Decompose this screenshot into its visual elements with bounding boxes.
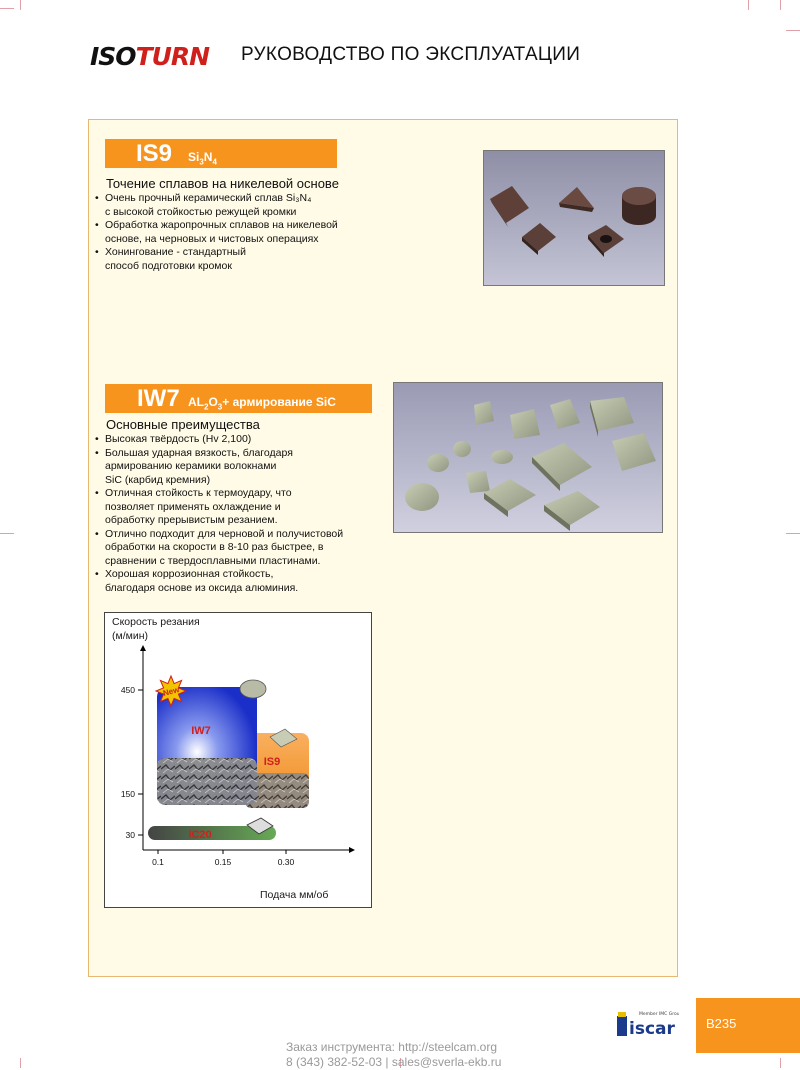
- chart-ylabel-line2: (м/мин): [112, 630, 149, 642]
- region-label-is9: IS9: [263, 756, 281, 768]
- crop-mark: [786, 533, 800, 534]
- x-axis-arrow: [349, 847, 355, 853]
- isoturn-logo: [90, 42, 209, 72]
- contact-info: [286, 1040, 501, 1070]
- iw7-bullet-list: [95, 433, 343, 595]
- chart-canvas: [105, 613, 373, 909]
- iscar-member-text: Member IMC Group: [639, 1012, 679, 1017]
- is9-title-bar: [105, 139, 337, 168]
- iscar-logo-text: iscar: [629, 1019, 675, 1038]
- page-number-tab: [696, 998, 800, 1053]
- chart-ylabel-line1: Скорость резания: [112, 616, 200, 628]
- list-item: • Высокая твёрдость (Hv 2,100): [95, 433, 343, 447]
- y-tick-label: 450: [120, 685, 135, 695]
- is9-heading: Точение сплавов на никелевой основе: [106, 176, 339, 191]
- crop-mark: [0, 533, 14, 534]
- logo-text-turn: TURN: [135, 42, 210, 71]
- y-tick-label: 30: [125, 830, 135, 840]
- x-tick-label: 0.15: [214, 857, 232, 867]
- crop-mark: [786, 30, 800, 31]
- is9-bullet-list: [95, 192, 338, 273]
- region-label-ic20: IC20: [188, 829, 212, 841]
- page-title: РУКОВОДСТВО ПО ЭКСПЛУАТАЦИИ: [241, 44, 581, 65]
- iw7-title-bar: [105, 384, 372, 413]
- new-badge-text: New: [162, 685, 181, 698]
- iw7-inserts-photo: [393, 382, 663, 533]
- order-link-text[interactable]: Заказ инструмента: http://steelcam.org: [286, 1040, 498, 1054]
- is9-inserts-photo: [483, 150, 665, 286]
- list-item: • Очень прочный керамический сплав Si₃N₄ с высокой стойкостью режущей кромки: [95, 192, 338, 219]
- crop-mark: [780, 1058, 781, 1068]
- logo-text-iso: ISO: [90, 42, 136, 71]
- crop-mark: [780, 0, 781, 10]
- chart-xlabel: Подача мм/об: [260, 889, 329, 901]
- list-item: • Отличная стойкость к термоудару, что позволяет применять охлаждение и обработку прерывистым резанием.: [95, 487, 343, 528]
- page-number: B235: [706, 1016, 737, 1031]
- crop-mark: [20, 1058, 21, 1068]
- region-iw7-chips: [157, 758, 257, 805]
- x-tick-label: 0.1: [152, 857, 164, 867]
- speed-feed-chart: [104, 612, 372, 908]
- list-item: • Обработка жаропрочных сплавов на никелевой основе, на черновых и чистовых операциях: [95, 219, 338, 246]
- region-label-iw7: IW7: [191, 725, 211, 737]
- iw7-formula: $AL_2O_3+$ армирование SiC: [188, 395, 336, 412]
- list-item: • Отлично подходит для черновой и получистовой обработки на скорости в 8-10 раз быстрее, в сравнении с твердосплавными пластинами.: [95, 528, 343, 569]
- iw7-heading: Основные преимущества: [106, 417, 260, 432]
- iscar-logo: [617, 1008, 679, 1038]
- list-item: • Хорошая коррозионная стойкость, благодаря основе из оксида алюминия.: [95, 568, 343, 595]
- iw7-code: IW7: [137, 385, 180, 412]
- is9-formula: $Si_3N_4$: [188, 150, 217, 167]
- y-axis-arrow: [140, 645, 146, 651]
- list-item: • Большая ударная вязкость, благодаря армированию керамики волокнами SiC (карбид кремния): [95, 447, 343, 488]
- is9-code: IS9: [136, 140, 173, 167]
- y-tick-label: 150: [120, 789, 135, 799]
- crop-mark: [20, 0, 21, 10]
- iw7-insert-icon: [240, 680, 266, 698]
- crop-mark: [748, 0, 749, 10]
- x-tick-label: 0.30: [277, 857, 295, 867]
- crop-mark: [0, 8, 14, 9]
- list-item: • Хонингование - стандартный способ подготовки кромок: [95, 246, 338, 273]
- phone-email-text[interactable]: 8 (343) 382-52-03 | sales@sverla-ekb.ru: [286, 1055, 502, 1069]
